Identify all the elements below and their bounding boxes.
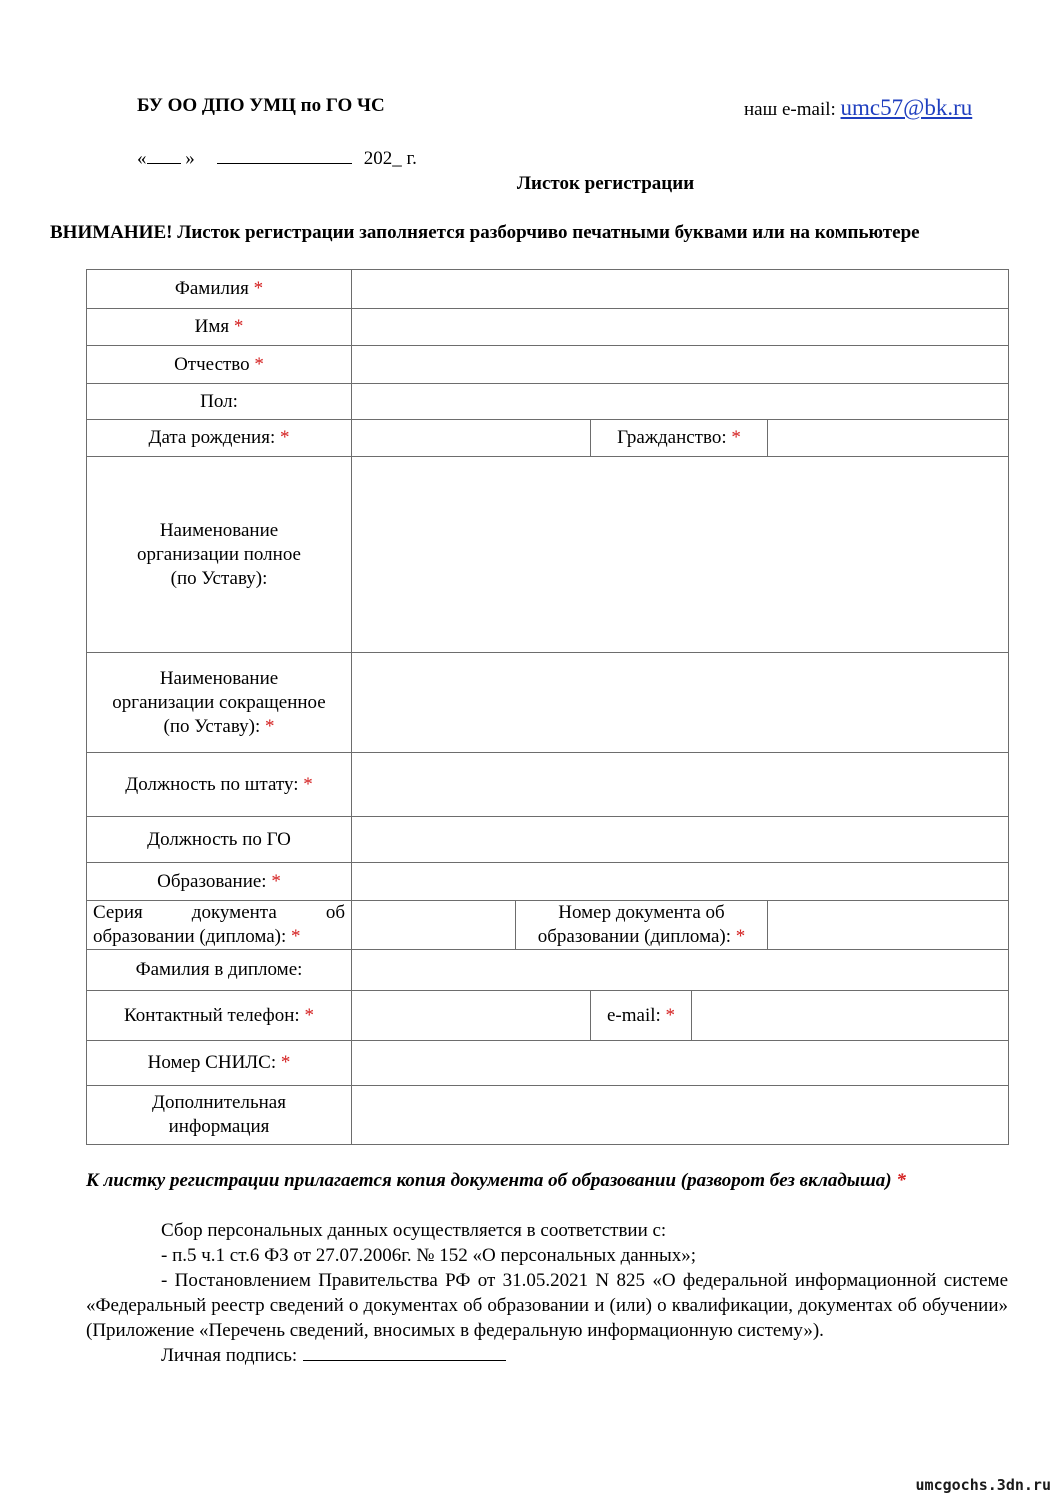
site-watermark: umcgochs.3dn.ru bbox=[915, 1476, 1051, 1494]
snils-label: Номер СНИЛС: * bbox=[87, 1041, 352, 1086]
email-field[interactable] bbox=[692, 991, 1008, 1040]
signature-blank[interactable] bbox=[303, 1345, 506, 1361]
day-blank[interactable] bbox=[147, 149, 181, 164]
surname-label: Фамилия * bbox=[87, 270, 352, 309]
org-short-label: Наименование организации сокращенное (по Уставу): * bbox=[87, 653, 352, 753]
first-name-label: Имя * bbox=[87, 309, 352, 346]
document-title: Листок регистрации bbox=[516, 173, 695, 194]
consent-intro: Сбор персональных данных осуществляется в соответствии с: bbox=[161, 1220, 667, 1241]
row-education bbox=[87, 863, 1009, 901]
row-contacts bbox=[87, 991, 1009, 1041]
patronymic-field[interactable] bbox=[352, 346, 1009, 384]
diploma-number-field[interactable] bbox=[768, 901, 1009, 950]
email-link[interactable]: umc57@bk.ru bbox=[840, 95, 973, 120]
email-label: наш e-mail: bbox=[744, 99, 836, 120]
row-position-go bbox=[87, 817, 1009, 863]
date-close-quote: » bbox=[185, 148, 195, 169]
birth-date-field[interactable] bbox=[352, 420, 591, 457]
consent-item-1: - п.5 ч.1 ст.6 ФЗ от 27.07.2006г. № 152 «О персональных данных»; bbox=[161, 1245, 697, 1266]
education-label: Образование: * bbox=[87, 863, 352, 901]
sex-field[interactable] bbox=[352, 384, 1009, 420]
date-line bbox=[137, 148, 417, 170]
org-short-field[interactable] bbox=[352, 653, 1009, 753]
org-full-field[interactable] bbox=[352, 457, 1009, 653]
diploma-number-label: Номер документа об образовании (диплома): * bbox=[516, 901, 768, 950]
diploma-series-label: Серия документа об образовании (диплома): * bbox=[87, 901, 352, 950]
row-diploma bbox=[87, 901, 1009, 950]
row-position bbox=[87, 753, 1009, 817]
diploma-series-field[interactable] bbox=[352, 901, 516, 950]
registration-form bbox=[86, 269, 1009, 1145]
snils-field[interactable] bbox=[352, 1041, 1009, 1086]
phone-label: Контактный телефон: * bbox=[87, 991, 352, 1041]
date-open-quote: « bbox=[137, 148, 147, 169]
email-cell bbox=[591, 991, 1009, 1041]
organization-name: БУ ОО ДПО УМЦ по ГО ЧС bbox=[137, 95, 385, 116]
warning-text: ВНИМАНИЕ! Листок регистрации заполняется разборчиво печатными буквами или на компьютере bbox=[50, 222, 920, 243]
attachment-note: К листку регистрации прилагается копия документа об образовании (разворот без вкладыша) * bbox=[86, 1170, 906, 1191]
row-diploma-surname bbox=[87, 950, 1009, 991]
additional-field[interactable] bbox=[352, 1086, 1009, 1145]
position-label: Должность по штату: * bbox=[87, 753, 352, 817]
position-go-label: Должность по ГО bbox=[87, 817, 352, 863]
row-org-short bbox=[87, 653, 1009, 753]
position-go-field[interactable] bbox=[352, 817, 1009, 863]
education-field[interactable] bbox=[352, 863, 1009, 901]
citizenship-label: Гражданство: * bbox=[591, 420, 768, 457]
citizenship-field[interactable] bbox=[768, 420, 1009, 457]
email-field-label: e-mail: * bbox=[591, 991, 692, 1040]
signature-line: Личная подпись: bbox=[86, 1343, 1008, 1368]
surname-field[interactable] bbox=[352, 270, 1009, 309]
patronymic-label: Отчество * bbox=[87, 346, 352, 384]
row-org-full bbox=[87, 457, 1009, 653]
row-patronymic bbox=[87, 346, 1009, 384]
row-additional bbox=[87, 1086, 1009, 1145]
birth-date-label: Дата рождения: * bbox=[87, 420, 352, 457]
org-full-label: Наименование организации полное (по Уставу): bbox=[87, 457, 352, 653]
additional-label: Дополнительная информация bbox=[87, 1086, 352, 1145]
sex-label: Пол: bbox=[87, 384, 352, 420]
consent-item-2: - Постановлением Правительства РФ от 31.05.2021 N 825 «О федеральной информационной системе «Федеральный реестр сведений о документах об образовании и (или) о квалификации, документах об обучении» (Приложение «Перечень сведений, вносимых в федеральную информационную систему»). bbox=[86, 1270, 1008, 1341]
phone-field[interactable] bbox=[352, 991, 591, 1041]
month-blank[interactable] bbox=[217, 149, 352, 164]
row-birth-citizenship bbox=[87, 420, 1009, 457]
email-line bbox=[744, 95, 972, 121]
row-sex bbox=[87, 384, 1009, 420]
year-text: 202_ г. bbox=[363, 148, 417, 169]
consent-block bbox=[86, 1218, 1008, 1368]
first-name-field[interactable] bbox=[352, 309, 1009, 346]
diploma-surname-label: Фамилия в дипломе: bbox=[87, 950, 352, 991]
row-snils bbox=[87, 1041, 1009, 1086]
position-field[interactable] bbox=[352, 753, 1009, 817]
row-surname bbox=[87, 270, 1009, 309]
row-first-name bbox=[87, 309, 1009, 346]
diploma-surname-field[interactable] bbox=[352, 950, 1009, 991]
